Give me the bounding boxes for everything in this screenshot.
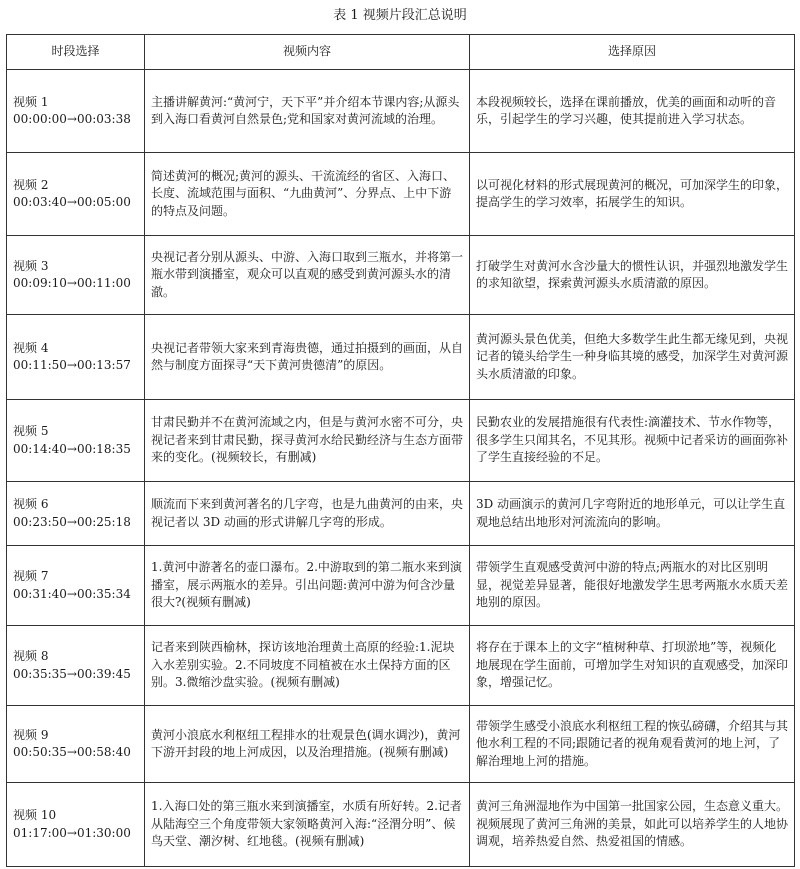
selection-reason-cell: 打破学生对黄河水含沙量大的惯性认识，并强烈地激发学生的求知欲望，探索黄河源头水质清澈的原因。 <box>470 236 795 315</box>
video-content-cell: 记者来到陕西榆林，探访该地治理黄土高原的经验:1.泥块入水差别实验。2.不同坡度不同植被在水土保持方面的区别。3.微缩沙盘实验。(视频有删减) <box>145 626 470 706</box>
table-row <box>7 546 795 626</box>
segment-label: 视频 2 <box>13 177 49 192</box>
video-content-cell: 央视记者分别从源头、中游、入海口取到三瓶水，并将第一瓶水带到演播室，观众可以直观的感受到黄河源头水的清澈。 <box>145 236 470 315</box>
selection-reason-cell: 3D 动画演示的黄河几字弯附近的地形单元，可以让学生直观地总结出地形对河流流向的影响。 <box>470 482 795 546</box>
video-content-cell: 顺流而下来到黄河著名的几字弯，也是九曲黄河的由来，央视记者以 3D 动画的形式讲解几字弯的形成。 <box>145 482 470 546</box>
segment-label: 视频 10 <box>13 808 57 822</box>
segment-cell <box>7 783 145 867</box>
video-content-cell: 1.黄河中游著名的壶口瀑布。2.中游取到的第二瓶水来到演播室，展示两瓶水的差异。引出问题:黄河中游为何含沙量很大?(视频有删减) <box>145 546 470 626</box>
segment-cell <box>7 153 145 236</box>
segment-cell <box>7 482 145 546</box>
video-content-cell: 央视记者带领大家来到青海贵德，通过拍摄到的画面，从自然与制度方面探寻“天下黄河贵德清”的原因。 <box>145 315 470 400</box>
table-caption: 表 1 视频片段汇总说明 <box>333 8 467 23</box>
table-header-row <box>7 35 795 70</box>
segment-cell <box>7 546 145 626</box>
segment-time-range: 00:14:40→00:18:35 <box>13 441 131 456</box>
table-row <box>7 315 795 400</box>
segment-time-range: 00:11:50→00:13:57 <box>13 358 131 372</box>
segment-time-range: 00:31:40→00:35:34 <box>13 586 131 601</box>
table-row <box>7 482 795 546</box>
column-header-video-content: 视频内容 <box>145 35 470 70</box>
selection-reason-cell: 将存在于课本上的文字“植树种草、打坝淤地”等，视频化地展现在学生面前，可增加学生对知识的直观感受，加深印象，增强记忆。 <box>470 626 795 706</box>
segment-time-range: 00:00:00→00:03:38 <box>13 112 131 126</box>
selection-reason-cell: 以可视化材料的形式展现黄河的概况，可加深学生的印象，提高学生的学习效率，拓展学生的知识。 <box>470 153 795 236</box>
table-row <box>7 236 795 315</box>
column-header-time-selection: 时段选择 <box>7 35 145 70</box>
table-row <box>7 70 795 153</box>
video-content-cell: 简述黄河的概况;黄河的源头、干流流经的省区、入海口、长度、流域范围与面积、“九曲黄河”、分界点、上中下游的特点及问题。 <box>145 153 470 236</box>
selection-reason-cell: 带领学生感受小浪底水利枢纽工程的恢弘磅礴，介绍其与其他水利工程的不同;跟随记者的视角观看黄河的地上河，了解治理地上河的措施。 <box>470 706 795 783</box>
table-row <box>7 626 795 706</box>
segment-cell <box>7 626 145 706</box>
segment-cell <box>7 400 145 482</box>
video-segment-table <box>6 34 795 867</box>
segment-time-range: 00:50:35→00:58:40 <box>13 745 131 759</box>
segment-label: 视频 6 <box>13 497 49 511</box>
selection-reason-cell: 带领学生直观感受黄河中游的特点;两瓶水的对比区别明显，视觉差异显著，能很好地激发学生思考两瓶水水质天差地别的原因。 <box>470 546 795 626</box>
video-content-cell: 1.入海口处的第三瓶水来到演播室，水质有所好转。2.记者从陆海空三个角度带领大家领略黄河入海:“泾渭分明”、候鸟天堂、潮汐树、红地毯。(视频有删减) <box>145 783 470 867</box>
segment-label: 视频 5 <box>13 424 49 438</box>
table-row <box>7 153 795 236</box>
segment-label: 视频 3 <box>13 258 49 273</box>
selection-reason-cell: 本段视频较长，选择在课前播放，优美的画面和动听的音乐，引起学生的学习兴趣，使其提前进入学习状态。 <box>470 70 795 153</box>
column-header-selection-reason: 选择原因 <box>470 35 795 70</box>
selection-reason-cell: 黄河三角洲湿地作为中国第一批国家公园，生态意义重大。视频展现了黄河三角洲的美景，如此可以培养学生的人地协调观，培养热爱自然、热爱祖国的情感。 <box>470 783 795 867</box>
table-body <box>7 70 795 867</box>
table-row <box>7 706 795 783</box>
segment-label: 视频 1 <box>13 94 49 109</box>
video-content-cell: 主播讲解黄河:“黄河宁，天下平”并介绍本节课内容;从源头到入海口看黄河自然景色;党和国家对黄河流域的治理。 <box>145 70 470 153</box>
table-row <box>7 783 795 867</box>
segment-cell <box>7 236 145 315</box>
segment-cell <box>7 315 145 400</box>
selection-reason-cell: 黄河源头景色优美，但绝大多数学生此生都无缘见到，央视记者的镜头给学生一种身临其境的感受，加深学生对黄河源头水质清澈的印象。 <box>470 315 795 400</box>
segment-time-range: 00:35:35→00:39:45 <box>13 666 131 681</box>
segment-time-range: 00:23:50→00:25:18 <box>13 514 131 529</box>
segment-cell <box>7 706 145 783</box>
selection-reason-cell: 民勤农业的发展措施很有代表性:滴灌技术、节水作物等，很多学生只闻其名，不见其形。视频中记者采访的画面弥补了学生直接经验的不足。 <box>470 400 795 482</box>
segment-label: 视频 9 <box>13 727 49 742</box>
segment-label: 视频 7 <box>13 569 49 583</box>
segment-label: 视频 4 <box>13 340 49 355</box>
segment-time-range: 00:03:40→00:05:00 <box>13 195 131 209</box>
segment-time-range: 00:09:10→00:11:00 <box>13 276 131 290</box>
video-content-cell: 黄河小浪底水利枢纽工程排水的壮观景色(调水调沙)，黄河下游开封段的地上河成因，以及治理措施。(视频有删减) <box>145 706 470 783</box>
segment-label: 视频 8 <box>13 649 49 663</box>
segment-cell <box>7 70 145 153</box>
video-content-cell: 甘肃民勤并不在黄河流域之内，但是与黄河水密不可分，央视记者来到甘肃民勤，探寻黄河水给民勤经济与生态方面带来的变化。(视频较长，有删减) <box>145 400 470 482</box>
segment-time-range: 01:17:00→01:30:00 <box>13 825 131 840</box>
table-row <box>7 400 795 482</box>
